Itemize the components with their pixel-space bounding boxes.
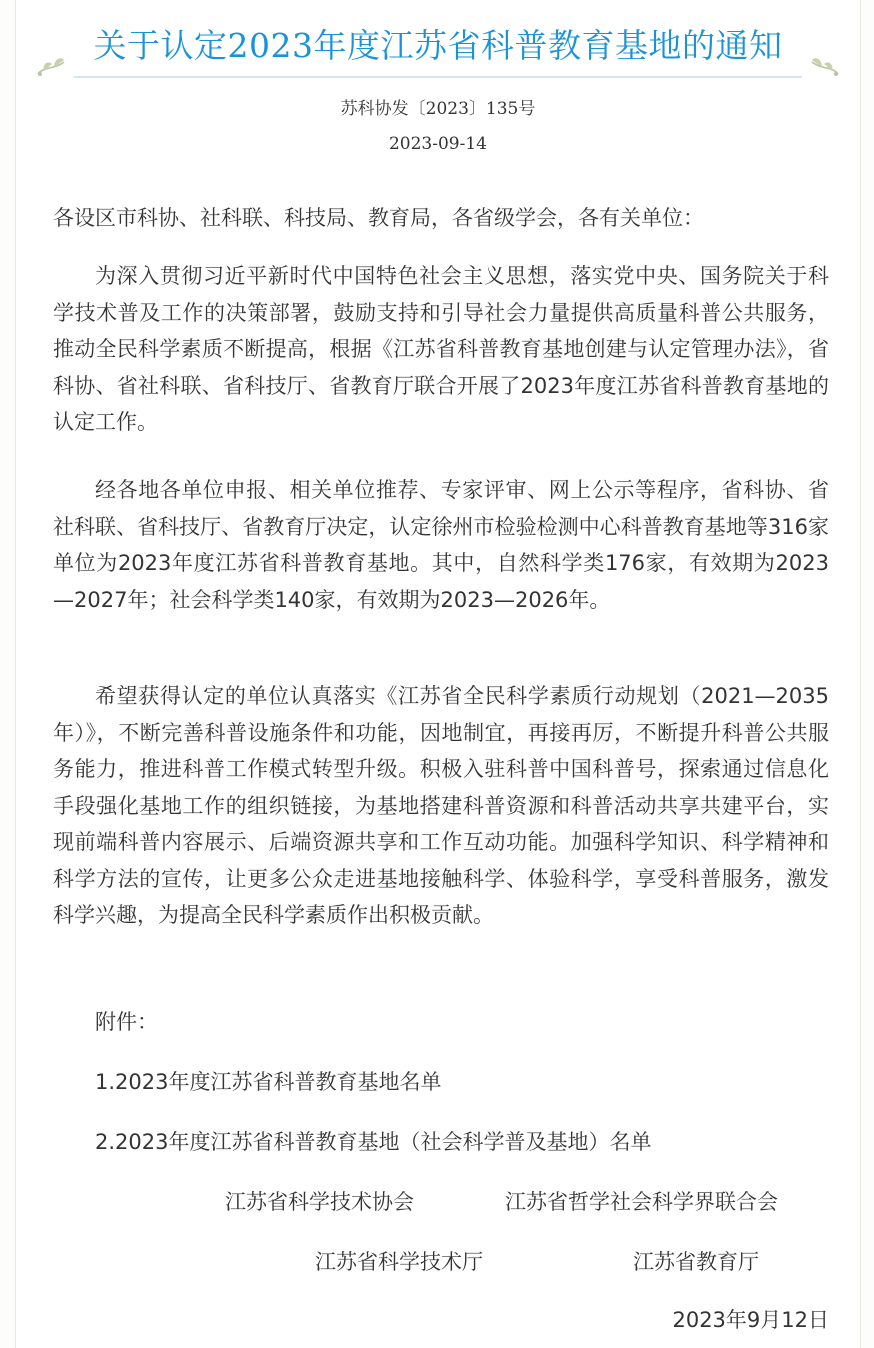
title-banner — [16, 0, 860, 82]
paragraph-1-text: 为深入贯彻习近平新时代中国特色社会主义思想，落实党中央、国务院关于科学技术普及工作的决策部署，鼓励支持和引导社会力量提供高质量科普公共服务，推动全民科学素质不断提高，根据《江苏省科普教育基地创建与认定管理办法》，省科协、省社科联、省科技厅、省教育厅联合开展了2023年度江苏省科普教育基地的认定工作。 — [53, 264, 829, 434]
signatory-org-2: 江苏省哲学社会科学界联合会 — [505, 1190, 778, 1214]
signatory-org-4: 江苏省教育厅 — [633, 1250, 759, 1274]
signature-date — [53, 1302, 829, 1339]
attachment-item — [53, 1124, 829, 1161]
publish-date: 2023-09-14 — [388, 134, 487, 154]
document-page — [15, 0, 861, 1348]
paragraph-2-text: 经各地各单位申报、相关单位推荐、专家评审、网上公示等程序，省科协、省社科联、省科技厅、省教育厅决定，认定徐州市检验检测中心科普教育基地等316家单位为2023年度江苏省科普教育基地。其中，自然科学类176家，有效期为2023—2027年；社会科学类140家，有效期为2023—2026年。 — [53, 478, 829, 612]
signatory-org-3: 江苏省科学技术厅 — [315, 1250, 483, 1274]
page-title: 关于认定2023年度江苏省科普教育基地的通知 — [93, 26, 783, 65]
salutation-text: 各设区市科协、社科联、科技局、教育局，各省级学会，各有关单位： — [53, 206, 704, 230]
attachment-label-text: 附件： — [95, 1010, 158, 1034]
signatory-org-1: 江苏省科学技术协会 — [225, 1190, 414, 1214]
paragraph-3-text: 希望获得认定的单位认真落实《江苏省全民科学素质行动规划（2021—2035年）》，不断完善科普设施条件和功能，因地制宜，再接再厉，不断提升科普公共服务能力，推进科普工作模式转型升级。积极入驻科普中国科普号，探索通过信息化手段强化基地工作的组织链接，为基地搭建科普资源和科普活动共享共建平台，实现前端科普内容展示、后端资源共享和工作互动功能。加强科学知识、科学精神和科学方法的宣传，让更多公众走进基地接触科学、体验科学，享受科普服务，激发科学兴趣，为提高全民科学素质作出积极贡献。 — [53, 684, 829, 927]
attachment-item — [53, 1064, 829, 1101]
salutation — [53, 200, 829, 237]
signature-date-text: 2023年9月12日 — [672, 1308, 829, 1332]
paragraph-3 — [53, 678, 829, 934]
paragraph-2 — [53, 472, 829, 618]
paragraph-1 — [53, 258, 829, 441]
attachment-link-1[interactable]: 1.2023年度江苏省科普教育基地名单 — [95, 1070, 442, 1094]
attachment-link-2[interactable]: 2.2023年度江苏省科普教育基地（社会科学普及基地）名单 — [95, 1130, 652, 1154]
attachment-label — [53, 1004, 829, 1041]
floral-ornament-icon — [806, 44, 842, 80]
document-number: 苏科协发〔2023〕135号 — [340, 99, 536, 119]
title-underline — [74, 76, 802, 78]
